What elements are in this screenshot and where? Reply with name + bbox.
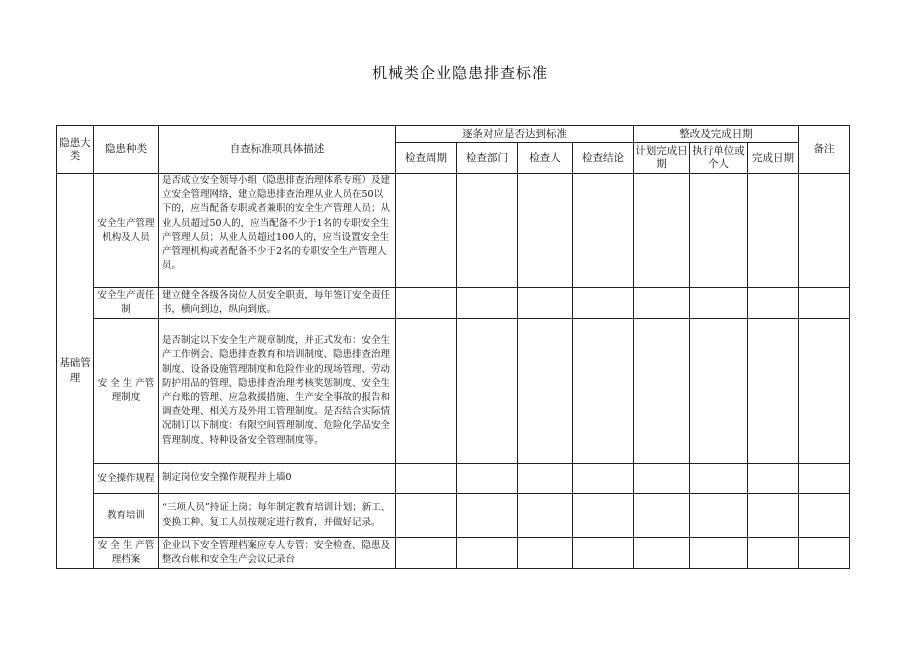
table-row [57,319,850,464]
plan-date-cell[interactable] [634,174,690,288]
plan-date-cell[interactable] [634,319,690,464]
checker-cell[interactable] [518,319,573,464]
check-dept-cell[interactable] [457,464,518,494]
checker-cell[interactable] [518,538,573,569]
executor-cell[interactable] [690,319,748,464]
kind-cell: 教育培训 [94,494,159,538]
remarks-cell[interactable] [799,319,850,464]
check-conclusion-cell[interactable] [573,319,634,464]
done-date-cell[interactable] [748,288,799,319]
plan-date-cell[interactable] [634,464,690,494]
check-conclusion-cell[interactable] [573,288,634,319]
remarks-cell[interactable] [799,288,850,319]
kind-cell: 安 全 生 产管理档案 [94,538,159,569]
header-checker: 检查人 [518,143,573,174]
description-cell: “三项人员”持证上岗；每年制定教育培训计划；新工、变换工种、复工人员按规定进行教育，并做好记录。 [159,494,396,538]
kind-cell: 安全生产责任制 [94,288,159,319]
plan-date-cell[interactable] [634,494,690,538]
header-group-check: 逐条对应是否达到标准 [396,126,634,143]
description-cell: 企业以下安全管理档案应专人专管：安全检查、隐患及整改台帐和安全生产会议记录台 [159,538,396,569]
check-dept-cell[interactable] [457,319,518,464]
table-row [57,464,850,494]
done-date-cell[interactable] [748,494,799,538]
done-date-cell[interactable] [748,319,799,464]
header-check-cycle: 检查周期 [396,143,457,174]
header-group-rectify: 整改及完成日期 [634,126,799,143]
done-date-cell[interactable] [748,174,799,288]
kind-cell: 安 全 生 产管理制度 [94,319,159,464]
remarks-cell[interactable] [799,494,850,538]
check-cycle-cell[interactable] [396,464,457,494]
description-cell: 制定岗位安全操作规程并上墙0 [159,464,396,494]
checker-cell[interactable] [518,174,573,288]
header-remarks: 备注 [799,126,850,174]
checker-cell[interactable] [518,288,573,319]
checker-cell[interactable] [518,464,573,494]
header-check-dept: 检查部门 [457,143,518,174]
table-row [57,494,850,538]
table-row [57,174,850,288]
check-cycle-cell[interactable] [396,319,457,464]
category-cell: 基础管理 [57,174,94,569]
header-check-conclusion: 检查结论 [573,143,634,174]
check-cycle-cell[interactable] [396,288,457,319]
description-cell: 建立健全各级各岗位人员安全职责，每年签订安全责任书，横向到边，纵向到底。 [159,288,396,319]
check-dept-cell[interactable] [457,288,518,319]
check-conclusion-cell[interactable] [573,538,634,569]
header-kind: 隐患种类 [94,126,159,174]
header-done-date: 完成日期 [748,143,799,174]
checker-cell[interactable] [518,494,573,538]
plan-date-cell[interactable] [634,288,690,319]
kind-cell: 安全生产管理机构及人员 [94,174,159,288]
executor-cell[interactable] [690,494,748,538]
check-conclusion-cell[interactable] [573,464,634,494]
check-cycle-cell[interactable] [396,538,457,569]
executor-cell[interactable] [690,464,748,494]
check-cycle-cell[interactable] [396,494,457,538]
done-date-cell[interactable] [748,464,799,494]
kind-cell: 安全操作规程 [94,464,159,494]
check-conclusion-cell[interactable] [573,494,634,538]
document-title: 机械类企业隐患排查标准 [371,64,548,82]
executor-cell[interactable] [690,174,748,288]
done-date-cell[interactable] [748,538,799,569]
check-dept-cell[interactable] [457,538,518,569]
executor-cell[interactable] [690,538,748,569]
description-cell: 是否成立安全领导小组（隐患排查治理体系专班）及建立安全管理网络，建立隐患排查治理从业人员在50以下的，应当配备专职或者兼职的安全生产管理人员；从业人员超过50人的，应当配备不少于1名的专职安全生产管理人员；从业人员超过100人的，应当设置安全生产管理机构或者配备不少于2名的专职安全生产管理人员。 [159,174,396,288]
header-plan-date: 计划完成日期 [634,143,690,174]
check-dept-cell[interactable] [457,494,518,538]
check-dept-cell[interactable] [457,174,518,288]
check-conclusion-cell[interactable] [573,174,634,288]
table-row [57,538,850,569]
header-category: 隐患大类 [57,126,94,174]
remarks-cell[interactable] [799,174,850,288]
remarks-cell[interactable] [799,538,850,569]
hazard-standard-table [56,125,850,569]
remarks-cell[interactable] [799,464,850,494]
header-description: 自查标准项具体描述 [159,126,396,174]
description-cell: 是否制定以下安全生产规章制度，并正式发布：安全生产工作例会、隐患排查教育和培训制度、隐患排查治理制度、设备设施管理制度和危险作业的现场管理、劳动防护用品的管理、隐患排查治理考核奖惩制度、安全生产台账的管理、应急救援措施、生产安全事故的报告和调查处理、相关方及外用工管理制度。是否结合实际情况制订以下制度：有限空间管理制度、危险化学品安全管理制度、特种设备安全管理制度等。 [159,319,396,464]
check-cycle-cell[interactable] [396,174,457,288]
table-row [57,288,850,319]
header-executor: 执行单位或个人 [690,143,748,174]
executor-cell[interactable] [690,288,748,319]
plan-date-cell[interactable] [634,538,690,569]
